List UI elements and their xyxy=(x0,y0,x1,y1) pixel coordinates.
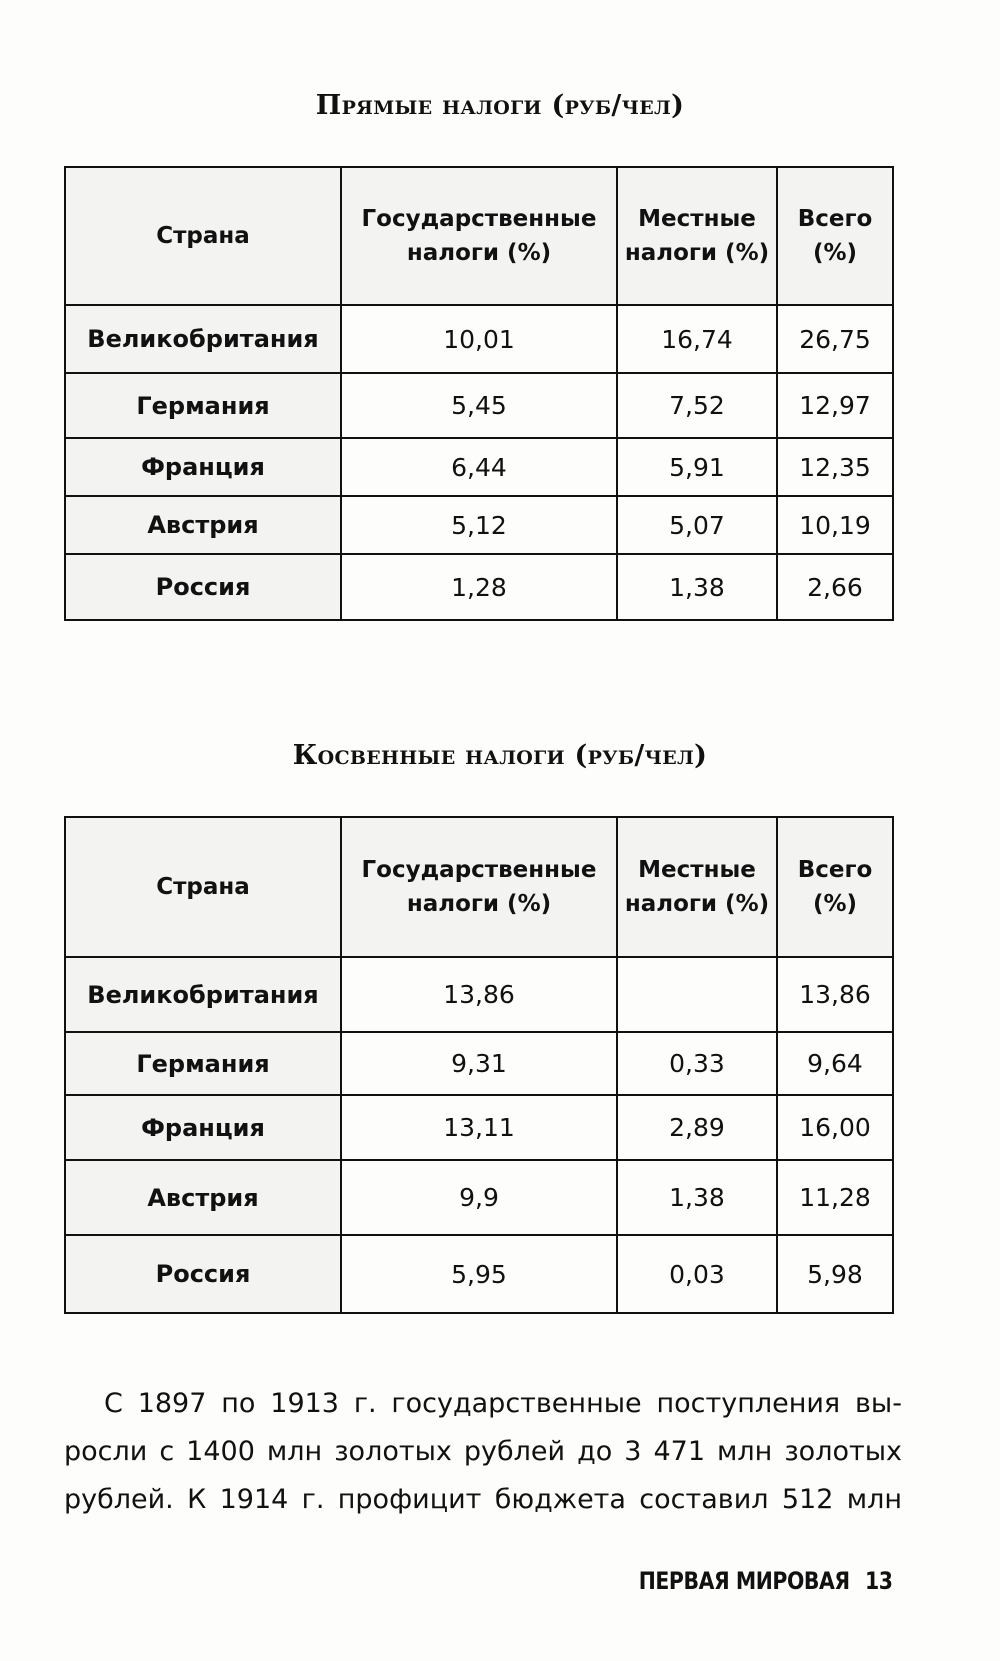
header-state-taxes: Государственные налоги (%) xyxy=(341,817,617,957)
country-cell: Россия xyxy=(65,1235,341,1313)
country-cell: Франция xyxy=(65,1095,341,1160)
state-tax-cell: 9,31 xyxy=(341,1032,617,1095)
local-tax-cell: 7,52 xyxy=(617,373,777,438)
header-country: Страна xyxy=(65,817,341,957)
indirect-taxes-table xyxy=(64,816,894,1314)
header-local-taxes: Местные налоги (%) xyxy=(617,167,777,305)
state-tax-cell: 5,12 xyxy=(341,496,617,554)
page-footer xyxy=(638,1567,892,1595)
local-tax-cell xyxy=(617,957,777,1032)
total-cell: 5,98 xyxy=(777,1235,893,1313)
country-cell: Великобритания xyxy=(65,305,341,373)
country-cell: Франция xyxy=(65,438,341,496)
table-header-row xyxy=(65,817,893,957)
direct-taxes-title: Прямые налоги (руб/чел) xyxy=(315,90,685,121)
country-cell: Германия xyxy=(65,1032,341,1095)
table-header-row xyxy=(65,167,893,305)
direct-taxes-table xyxy=(64,166,894,621)
total-cell: 10,19 xyxy=(777,496,893,554)
country-cell: Россия xyxy=(65,554,341,620)
state-tax-cell: 10,01 xyxy=(341,305,617,373)
total-cell: 13,86 xyxy=(777,957,893,1032)
total-cell: 9,64 xyxy=(777,1032,893,1095)
paragraph-line: рублей. К 1914 г. профицит бюджета составил 512 млн xyxy=(64,1484,902,1515)
body-paragraph xyxy=(64,1380,902,1524)
local-tax-cell: 16,74 xyxy=(617,305,777,373)
total-cell: 16,00 xyxy=(777,1095,893,1160)
total-cell: 11,28 xyxy=(777,1160,893,1235)
header-total: Всего (%) xyxy=(777,817,893,957)
table-row xyxy=(65,1032,893,1095)
table-row xyxy=(65,305,893,373)
local-tax-cell: 5,07 xyxy=(617,496,777,554)
local-tax-cell: 1,38 xyxy=(617,554,777,620)
state-tax-cell: 6,44 xyxy=(341,438,617,496)
page-number: 13 xyxy=(864,1567,892,1595)
local-tax-cell: 0,33 xyxy=(617,1032,777,1095)
paragraph-line: С 1897 по 1913 г. государственные поступления вы- xyxy=(104,1388,902,1419)
local-tax-cell: 1,38 xyxy=(617,1160,777,1235)
country-cell: Великобритания xyxy=(65,957,341,1032)
header-state-taxes: Государственные налоги (%) xyxy=(341,167,617,305)
table-row xyxy=(65,438,893,496)
country-cell: Австрия xyxy=(65,1160,341,1235)
country-cell: Австрия xyxy=(65,496,341,554)
total-cell: 12,97 xyxy=(777,373,893,438)
total-cell: 2,66 xyxy=(777,554,893,620)
table-row xyxy=(65,1095,893,1160)
indirect-taxes-title: Косвенные налоги (руб/чел) xyxy=(292,740,708,771)
state-tax-cell: 9,9 xyxy=(341,1160,617,1235)
header-local-taxes: Местные налоги (%) xyxy=(617,817,777,957)
total-cell: 12,35 xyxy=(777,438,893,496)
state-tax-cell: 5,45 xyxy=(341,373,617,438)
paragraph-line: росли с 1400 млн золотых рублей до 3 471 млн золотых xyxy=(64,1436,902,1467)
state-tax-cell: 1,28 xyxy=(341,554,617,620)
table-row xyxy=(65,1160,893,1235)
table-row xyxy=(65,373,893,438)
local-tax-cell: 5,91 xyxy=(617,438,777,496)
local-tax-cell: 2,89 xyxy=(617,1095,777,1160)
total-cell: 26,75 xyxy=(777,305,893,373)
state-tax-cell: 13,11 xyxy=(341,1095,617,1160)
header-country: Страна xyxy=(65,167,341,305)
table-row xyxy=(65,957,893,1032)
table-row xyxy=(65,1235,893,1313)
country-cell: Германия xyxy=(65,373,341,438)
table-row xyxy=(65,496,893,554)
header-total: Всего (%) xyxy=(777,167,893,305)
table-row xyxy=(65,554,893,620)
state-tax-cell: 5,95 xyxy=(341,1235,617,1313)
local-tax-cell: 0,03 xyxy=(617,1235,777,1313)
state-tax-cell: 13,86 xyxy=(341,957,617,1032)
running-title: ПЕРВАЯ МИРОВАЯ xyxy=(638,1567,850,1595)
